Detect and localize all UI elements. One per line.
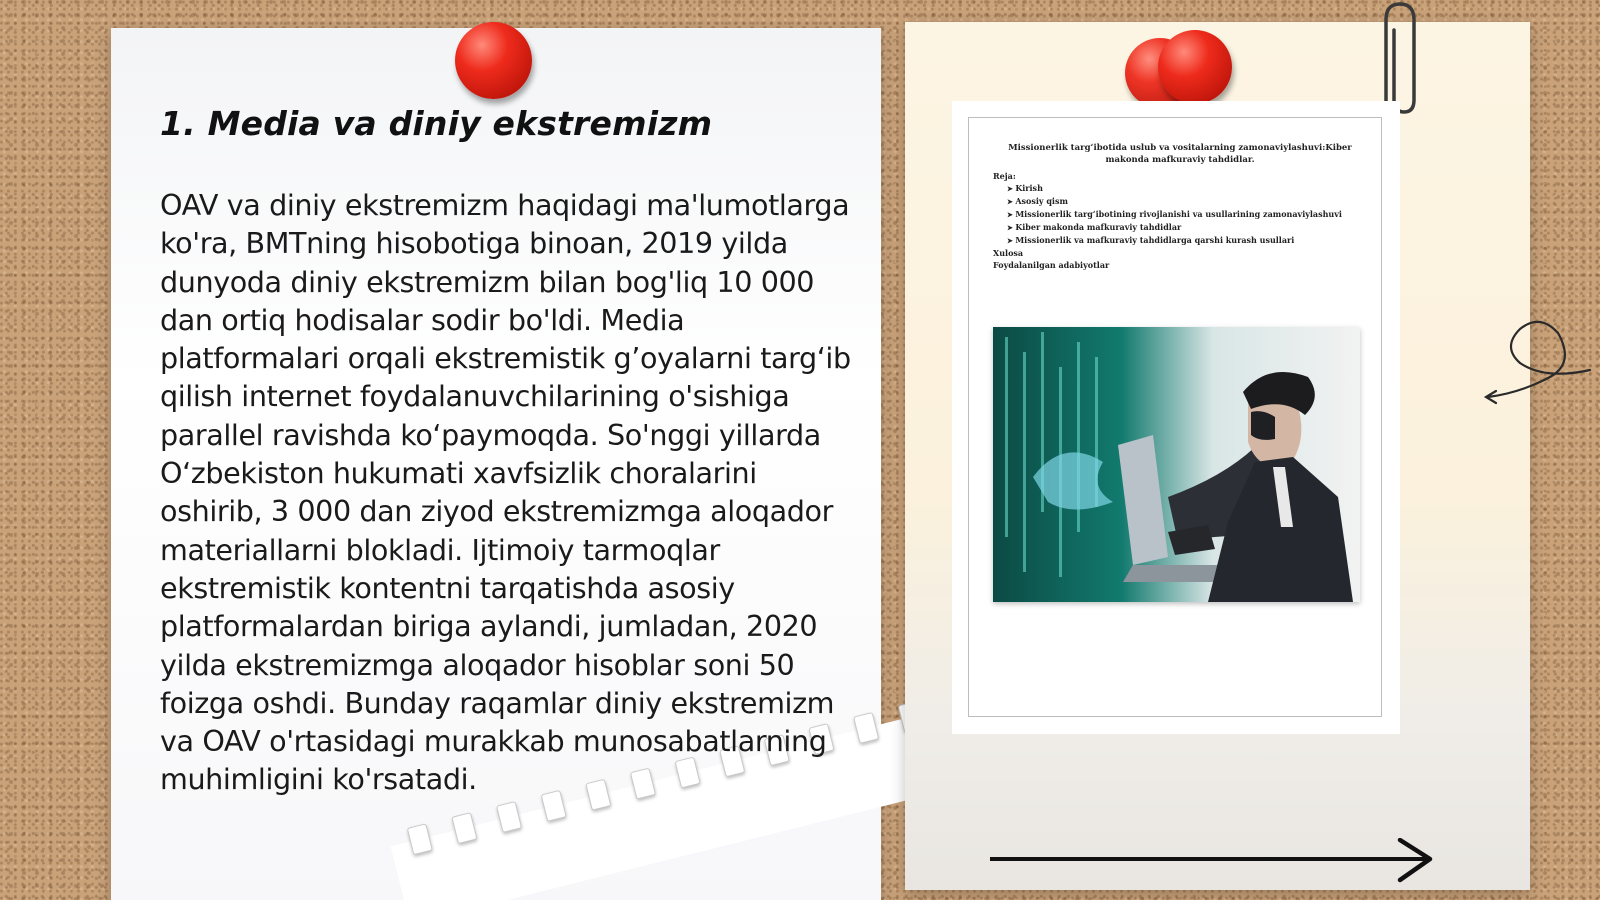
plan-label: Reja: xyxy=(993,171,1016,181)
doodle-loop-icon xyxy=(1480,315,1595,405)
red-pushpin-icon xyxy=(1158,30,1232,104)
arrow-right-icon xyxy=(990,838,1450,883)
document-title: Missionerlik targ‘ibotida uslub va vositalarning zamonaviylashuvi:Kiber makonda mafkuraviy tahdidlar. xyxy=(1008,143,1352,165)
plan-item: ➤ Asosiy qism xyxy=(993,195,1373,208)
slide-body-text: OAV va diniy ekstremizm haqidagi ma'lumotlarga ko'ra, BMTning hisobotiga binoan, 2019 yilda dunyoda diniy ekstremizm bilan bog'liq 10 000 dan ortiq hodisalar sodir bo'ldi. Media platformalari orqali ekstremistik g’oyalarni targ‘ib qilish internet foydalanuvchilarining o'sishiga parallel ravishda ko‘paymoqda. So'nggi yillarda O‘zbekiston hukumati xavfsizlik choralarini oshirib, 3 000 dan ziyod ekstremizmga aloqador materiallarni blokladi. Ijtimoiy tarmoqlar ekstremistik kontentni tarqatishda asosiy platformalardan biriga aylandi, jumladan, 2020 yilda ekstremizmga aloqador hisoblar soni 50 foizga oshdi. Bunday raqamlar diniy ekstremizm va OAV o'rtasidagi murakkab munosabatlarning muhimligini ko'rsatadi. xyxy=(160,188,851,797)
red-pushpin-icon xyxy=(455,22,532,99)
document-plan xyxy=(993,170,1373,271)
plan-conclusion: Xulosa xyxy=(993,248,1024,258)
slide-title: 1. Media va diniy ekstremizm xyxy=(160,104,713,143)
plan-item: ➤ Kiber makonda mafkuraviy tahdidlar xyxy=(993,221,1373,234)
plan-item: ➤ Missionerlik va mafkuraviy tahdidlarga qarshi kurash usullari xyxy=(993,234,1373,247)
plan-item: ➤ Kirish xyxy=(993,182,1373,195)
plan-references: Foydalanilgan adabiyotlar xyxy=(993,260,1110,270)
plan-item: ➤ Missionerlik targ‘ibotining rivojlanishi va usullarining zamonaviylashuvi xyxy=(993,208,1373,221)
hacker-laptop-illustration xyxy=(993,327,1360,602)
